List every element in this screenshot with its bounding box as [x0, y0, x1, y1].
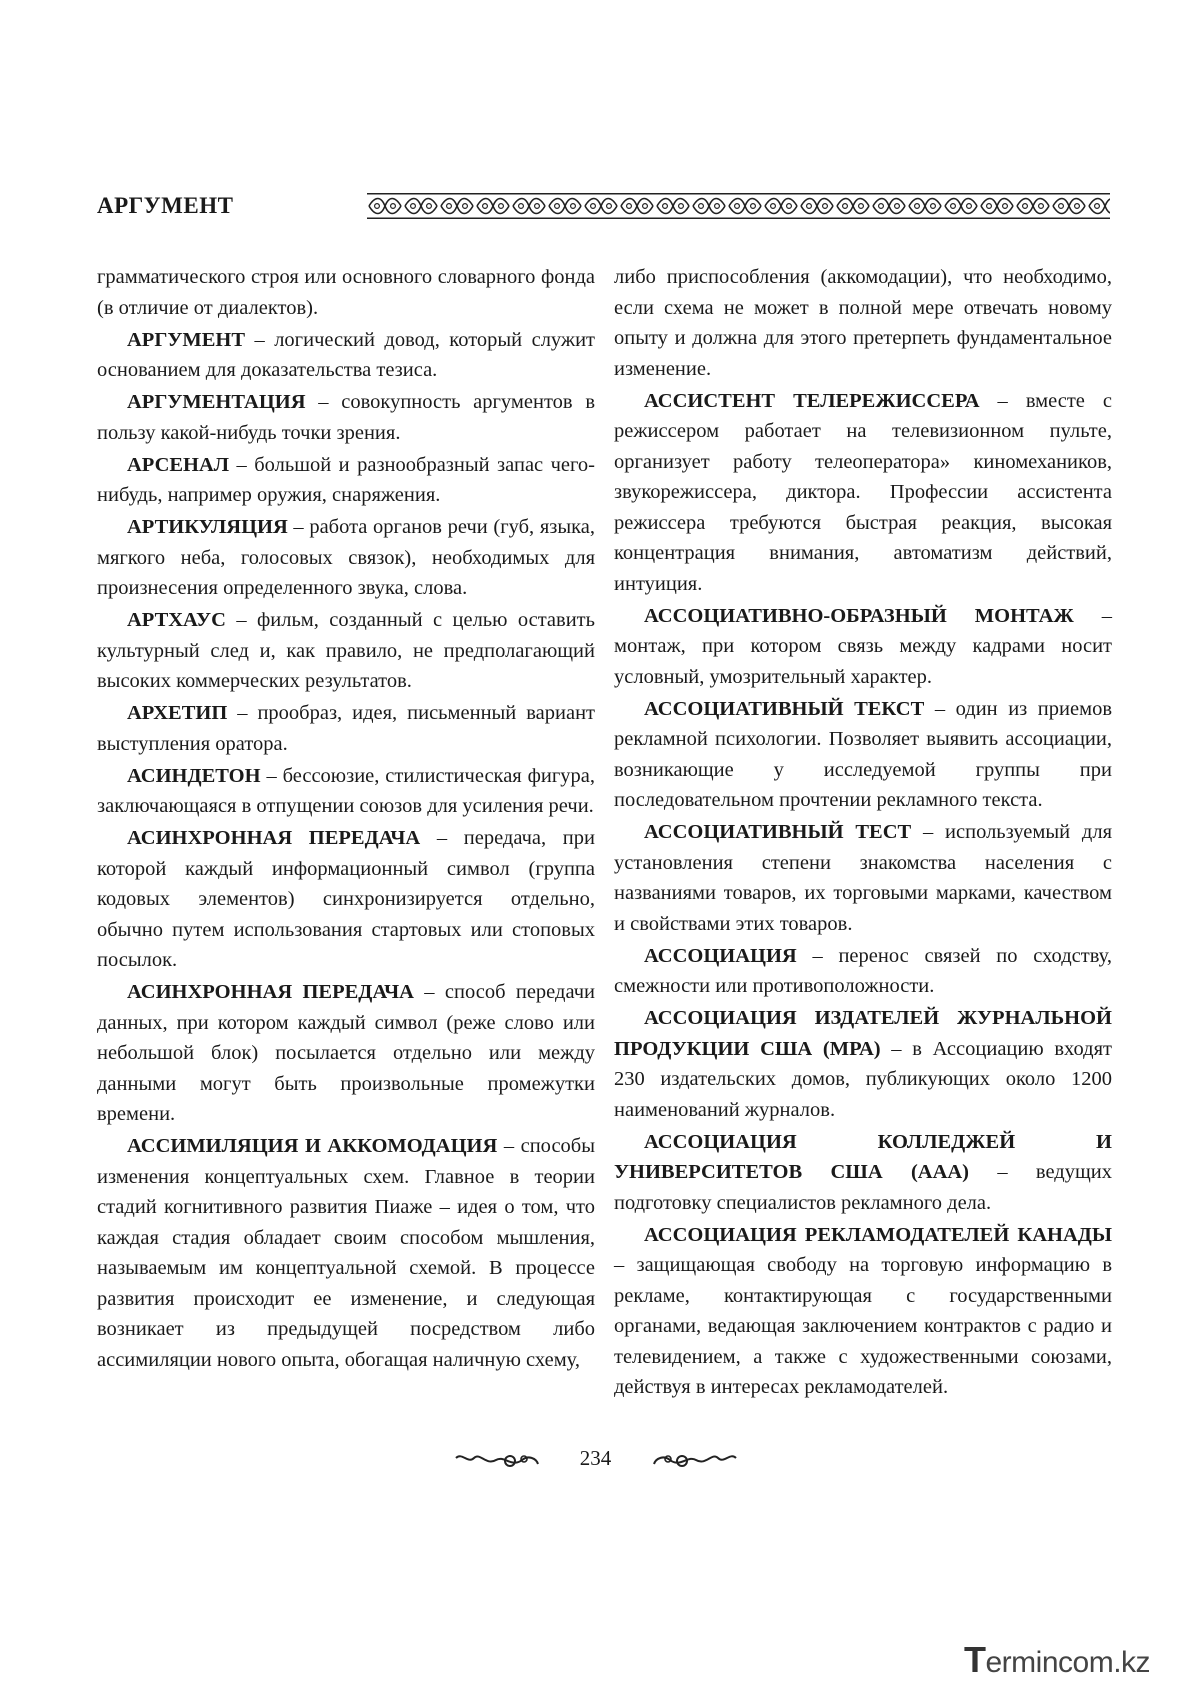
entry-definition: либо приспособления (аккомодации), что необходимо, если схема не может в полной мере отвечать новому опыту и должна для этого претерпеть фундаментальное изменение. — [614, 266, 1112, 380]
entry-definition: – защищающая свободу на торговую информацию в рекламе, контактирующая с государственными органами, ведающая заключением контрактов с радио и телевидением, а также с художественными союзами, действуя в интересах рекламодателей. — [614, 1254, 1112, 1398]
entry-term: АСИНДЕТОН — [127, 764, 261, 787]
running-header-title: АРГУМЕНТ — [97, 193, 234, 218]
dictionary-entry — [614, 1220, 1112, 1403]
entry-definition: – способы изменения концептуальных схем. Главное в теории стадий когнитивного развития Пиаже – идея о том, что каждая стадия обладает своим способом мышления, называемым им концептуальной схемой. В процессе развития происходит ее изменение, и следующая возникает из предыдущей посредством либо ассимиляции нового опыта, обогащая наличную схему, — [97, 1135, 595, 1371]
dictionary-entry — [614, 1127, 1112, 1219]
entry-term: АССОЦИАТИВНЫЙ ТЕСТ — [644, 821, 912, 843]
dictionary-entry — [614, 601, 1112, 693]
dictionary-entry — [97, 605, 595, 697]
ornament-border-icon — [367, 190, 1110, 222]
page-footer — [0, 1446, 1191, 1476]
dictionary-entry — [97, 698, 595, 759]
entry-definition: – бессоюзие, стилистическая фигура, заключающаяся в отпущении союзов для усиления речи. — [97, 764, 595, 817]
dictionary-entry — [97, 387, 595, 448]
dictionary-entry — [614, 262, 1112, 384]
entry-term: АССОЦИАТИВНО-ОБРАЗНЫЙ МОНТАЖ — [644, 604, 1074, 627]
dictionary-entry — [97, 1131, 595, 1375]
entry-definition: – способ передачи данных, при котором каждый символ (реже слово или небольшой блок) посылается отдельно или между данными могут быть произвольные промежутки времени. — [97, 981, 596, 1125]
entry-term: АРГУМЕНТ — [127, 328, 246, 351]
entry-term: АРТХАУС — [127, 609, 226, 631]
entry-term: АССОЦИАТИВНЫЙ ТЕКСТ — [644, 697, 925, 720]
dictionary-entry — [614, 386, 1112, 600]
dictionary-entry — [97, 761, 595, 822]
entry-definition: грамматического строя или основного словарного фонда (в отличие от диалектов). — [97, 266, 595, 319]
entry-term: АССОЦИАЦИЯ ИЗДАТЕЛЕЙ ЖУРНАЛЬНОЙ ПРОДУКЦИИ США (МРА) — [614, 1007, 1112, 1060]
dictionary-entry — [97, 325, 595, 386]
entry-term: АССИСТЕНТ ТЕЛЕРЕЖИССЕРА — [644, 389, 980, 412]
entry-term: АСИНХРОННАЯ ПЕРЕДАЧА — [127, 827, 421, 849]
running-header — [97, 190, 1110, 230]
entry-definition: – прообраз, идея, письменный вариант выступления оратора. — [97, 702, 595, 755]
dictionary-entry — [614, 941, 1112, 1002]
entry-definition: – работа органов речи (губ, языка, мягкого неба, голосовых связок), необходимых для произнесения определенного звука, слова. — [97, 516, 595, 599]
entry-term: АРТИКУЛЯЦИЯ — [127, 516, 288, 538]
entry-definition: – большой и разнообразный запас чего-нибудь, например оружия, снаряжения. — [97, 453, 595, 506]
entry-definition: – ведущих подготовку специалистов рекламного дела. — [614, 1161, 1112, 1214]
watermark-first-letter: T — [964, 1639, 986, 1680]
entry-term: АССОЦИАЦИЯ РЕКЛАМОДАТЕЛЕЙ КАНАДЫ — [644, 1223, 1112, 1246]
dictionary-entry — [614, 1003, 1112, 1125]
entry-definition: – логический довод, который служит основанием для доказательства тезиса. — [97, 328, 595, 381]
page-number: 234 — [579, 1446, 612, 1470]
entry-definition: – перенос связей по сходству, смежности или противоположности. — [614, 944, 1112, 997]
dictionary-entry — [97, 450, 595, 511]
entry-term: АССОЦИАЦИЯ КОЛЛЕДЖЕЙ И УНИВЕРСИТЕТОВ США (ААА) — [614, 1130, 1112, 1183]
entry-definition: – в Ассоциацию входят 230 издательских домов, публикующих около 1200 наименований журналов. — [614, 1037, 1112, 1121]
entry-definition: – вместе с режиссером работает на телевизионном пульте, организует работу телеоператора» киномехаников, звукорежиссера, диктора. Професcии ассистента режиссера требуются быстрая реакция, высокая концентрация внимания, автоматизм действий, интуиция. — [614, 389, 1112, 595]
site-watermark — [964, 1639, 1150, 1679]
ornament-swirl-icon — [650, 1448, 740, 1472]
entry-term: АРСЕНАЛ — [127, 453, 230, 476]
entry-term: АРХЕТИП — [127, 702, 228, 724]
dictionary-entry — [97, 262, 595, 323]
entry-definition: – один из приемов рекламной психологии. Позволяет выявить ассоциации, возникающие у исследуемой группы при последовательном прочтении рекламного текста. — [614, 697, 1112, 811]
entry-term: АССОЦИАЦИЯ — [644, 944, 797, 967]
watermark-text: ermincom.kz — [985, 1646, 1151, 1679]
dictionary-entry — [614, 694, 1112, 816]
entry-term: АСИНХРОННАЯ ПЕРЕДАЧА — [127, 981, 414, 1003]
dictionary-entry — [97, 977, 595, 1130]
right-column — [614, 262, 1112, 1404]
left-column — [97, 262, 595, 1377]
entry-term: АССИМИЛЯЦИЯ И АККОМОДАЦИЯ — [127, 1135, 498, 1157]
entry-definition: – используемый для установления степени знакомства населения с названиями товаров, их торговыми марками, качеством и свойствами этих товаров. — [614, 821, 1113, 935]
entry-definition: – совокупность аргументов в пользу какой-нибудь точки зрения. — [97, 391, 595, 444]
entry-definition: – передача, при которой каждый информационный символ (группа кодовых элементов) синхронизируется отдельно, обычно путем использования стартовых или стоповых посылок. — [97, 827, 595, 971]
dictionary-entry — [614, 817, 1112, 939]
entry-term: АРГУМЕНТАЦИЯ — [127, 391, 306, 413]
dictionary-entry — [97, 512, 595, 604]
entry-definition: – монтаж, при котором связь между кадрами носит условный, умозрительный характер. — [614, 604, 1112, 688]
dictionary-entry — [97, 823, 595, 976]
entry-definition: – фильм, созданный с целью оставить культурный след и, как правило, не предполагающий высоких коммерческих результатов. — [97, 609, 595, 692]
